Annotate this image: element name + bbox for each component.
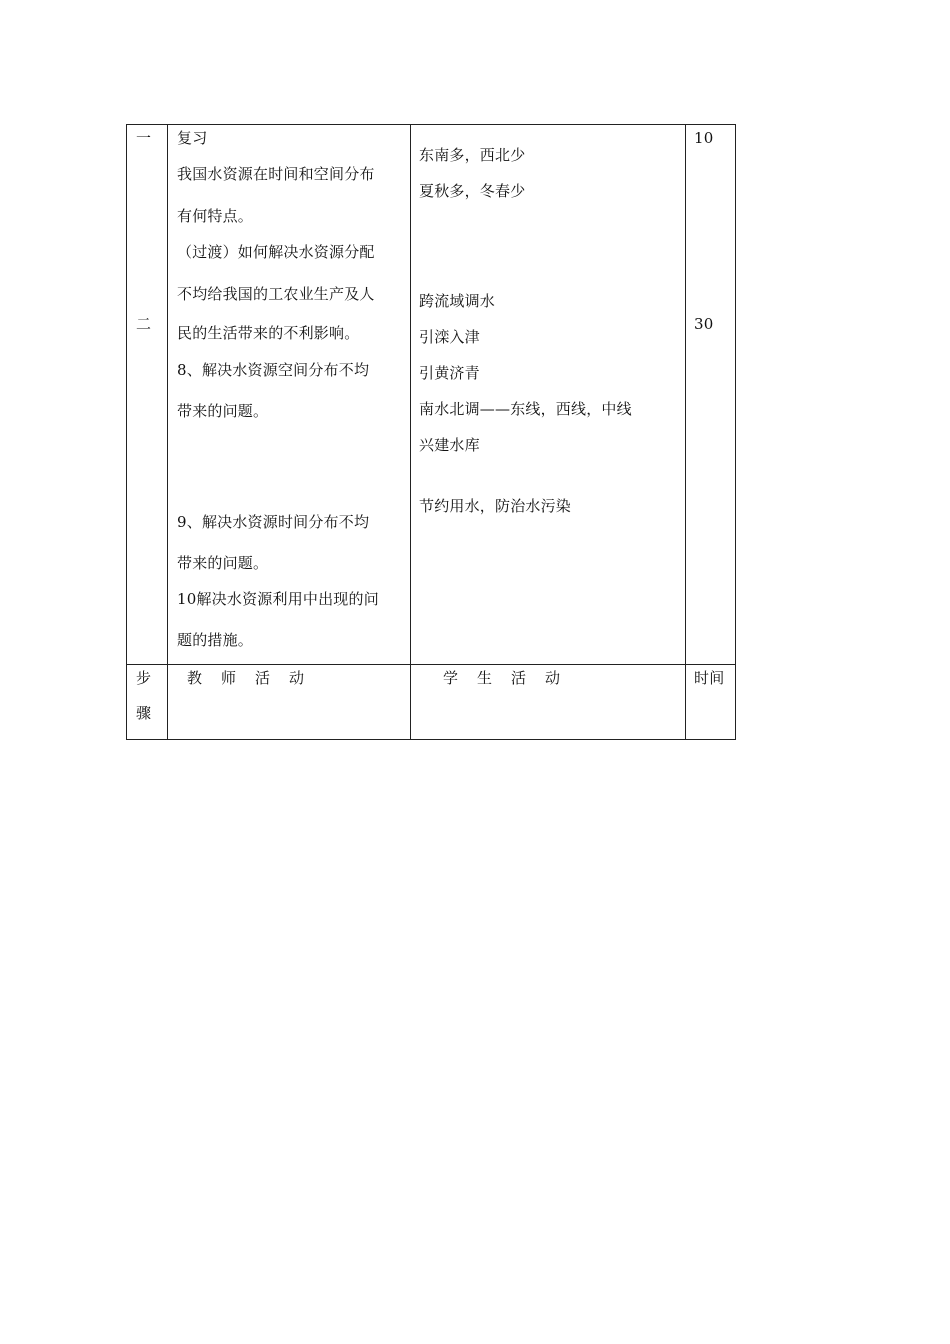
student-line: 节约用水，防治水污染 bbox=[419, 497, 572, 515]
step-two: 二 bbox=[136, 315, 152, 333]
column-divider-step bbox=[167, 125, 168, 739]
teacher-line: 我国水资源在时间和空间分布 bbox=[177, 165, 375, 183]
teacher-line: 有何特点。 bbox=[177, 207, 254, 225]
student-line: 兴建水库 bbox=[419, 436, 480, 454]
teacher-line: 8、解决水资源空间分布不均 bbox=[177, 361, 370, 379]
header-teacher-activity: 教 师 活 动 bbox=[187, 669, 307, 687]
header-student-activity: 学 生 活 动 bbox=[443, 669, 563, 687]
time-value: 10 bbox=[694, 129, 714, 147]
teacher-line: 带来的问题。 bbox=[177, 402, 269, 420]
student-line: 引滦入津 bbox=[419, 328, 480, 346]
row-divider-header bbox=[127, 664, 735, 665]
teacher-line: 民的生活带来的不利影响。 bbox=[177, 324, 360, 342]
column-divider-student bbox=[685, 125, 686, 739]
step-one: 一 bbox=[136, 129, 152, 147]
student-line: 跨流域调水 bbox=[419, 292, 496, 310]
teacher-line: 带来的问题。 bbox=[177, 554, 269, 572]
student-line: 南水北调——东线，西线，中线 bbox=[419, 400, 632, 418]
teacher-line: 9、解决水资源时间分布不均 bbox=[177, 513, 370, 531]
header-step: 骤 bbox=[136, 704, 152, 722]
teacher-line: 不均给我国的工农业生产及人 bbox=[177, 285, 375, 303]
header-time: 时间 bbox=[694, 669, 725, 687]
teacher-line-review: 复习 bbox=[177, 129, 208, 147]
teacher-line: （过渡）如何解决水资源分配 bbox=[177, 243, 375, 261]
teacher-line: 10解决水资源利用中出现的问 bbox=[177, 590, 379, 608]
time-value: 30 bbox=[694, 315, 714, 333]
header-step: 步 bbox=[136, 669, 152, 687]
column-divider-teacher bbox=[410, 125, 411, 739]
student-line: 夏秋多，冬春少 bbox=[419, 182, 526, 200]
teacher-line: 题的措施。 bbox=[177, 631, 254, 649]
student-line: 引黄济青 bbox=[419, 364, 480, 382]
lesson-plan-table bbox=[126, 124, 736, 740]
student-line: 东南多，西北少 bbox=[419, 146, 526, 164]
